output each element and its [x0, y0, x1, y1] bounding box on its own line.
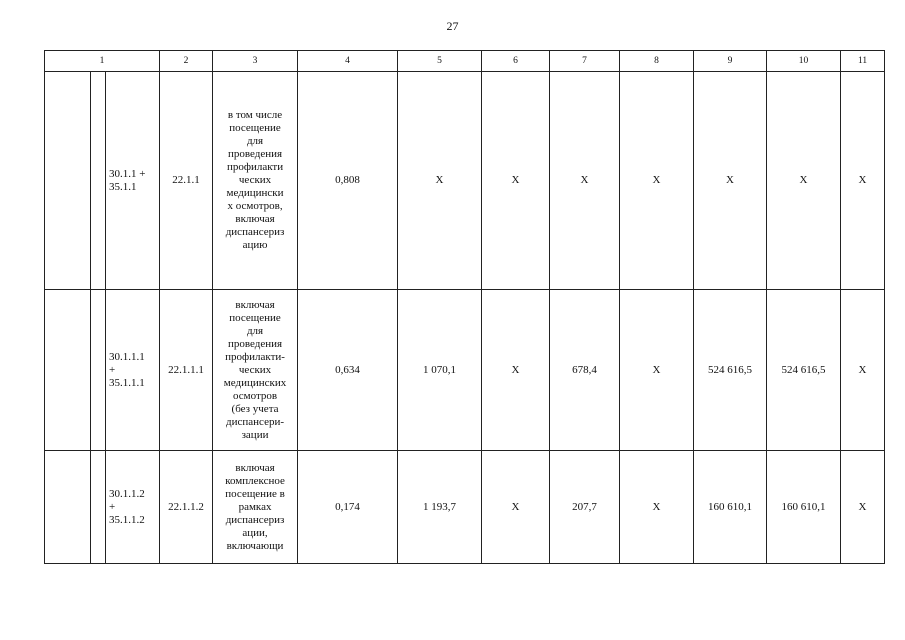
header-cell-col4: 4	[298, 51, 398, 72]
value-cell-col11: X	[841, 290, 885, 451]
header-cell-col8: 8	[620, 51, 694, 72]
value-cell-col9: X	[694, 72, 767, 290]
value-cell-col5: 1 070,1	[398, 290, 482, 451]
description-cell	[213, 72, 298, 290]
code-cell	[106, 451, 160, 564]
value-cell-col4: 0,634	[298, 290, 398, 451]
table-header-row	[45, 51, 885, 72]
header-cell-col1: 1	[45, 51, 160, 72]
empty-cell	[91, 290, 106, 451]
value-cell-col5: X	[398, 72, 482, 290]
value-cell-col9: 160 610,1	[694, 451, 767, 564]
code-text: 30.1.1.1 + 35.1.1.1	[109, 350, 145, 389]
value-cell-col8: X	[620, 72, 694, 290]
value-cell-col4: 0,174	[298, 451, 398, 564]
header-cell-col2: 2	[160, 51, 213, 72]
code2-cell: 22.1.1.1	[160, 290, 213, 451]
description-cell	[213, 451, 298, 564]
value-cell-col8: X	[620, 290, 694, 451]
value-cell-col6: X	[482, 451, 550, 564]
table-row	[45, 290, 885, 451]
page-number: 27	[446, 19, 459, 33]
code-cell	[106, 290, 160, 451]
description-text: включая комплексное посещение в рамках диспансериз ации, включающи	[225, 461, 285, 552]
description-cell	[213, 290, 298, 451]
description-text: включая посещение для проведения профилакти- ческих медицинских осмотров (без учета диспансери- зации	[223, 298, 287, 441]
value-cell-col7: 678,4	[550, 290, 620, 451]
header-cell-col7: 7	[550, 51, 620, 72]
value-cell-col10: X	[767, 72, 841, 290]
value-cell-col4: 0,808	[298, 72, 398, 290]
table-row	[45, 451, 885, 564]
value-cell-col7: 207,7	[550, 451, 620, 564]
value-cell-col11: X	[841, 451, 885, 564]
code2-cell: 22.1.1	[160, 72, 213, 290]
value-cell-col8: X	[620, 451, 694, 564]
value-cell-col10: 160 610,1	[767, 451, 841, 564]
empty-cell	[45, 290, 91, 451]
code-text: 30.1.1.2 + 35.1.1.2	[109, 487, 145, 526]
value-cell-col7: X	[550, 72, 620, 290]
header-cell-col3: 3	[213, 51, 298, 72]
data-table	[44, 50, 885, 564]
value-cell-col5: 1 193,7	[398, 451, 482, 564]
empty-cell	[45, 451, 91, 564]
value-cell-col10: 524 616,5	[767, 290, 841, 451]
value-cell-col11: X	[841, 72, 885, 290]
header-cell-col11: 11	[841, 51, 885, 72]
code-text: 30.1.1 + 35.1.1	[109, 167, 146, 193]
empty-cell	[91, 72, 106, 290]
header-cell-col6: 6	[482, 51, 550, 72]
header-cell-col5: 5	[398, 51, 482, 72]
value-cell-col9: 524 616,5	[694, 290, 767, 451]
code-cell	[106, 72, 160, 290]
value-cell-col6: X	[482, 290, 550, 451]
empty-cell	[45, 72, 91, 290]
header-cell-col10: 10	[767, 51, 841, 72]
table-row	[45, 72, 885, 290]
code2-cell: 22.1.1.2	[160, 451, 213, 564]
value-cell-col6: X	[482, 72, 550, 290]
description-text: в том числе посещение для проведения профилакти ческих медицински х осмотров, включая диспансериз ацию	[225, 109, 285, 251]
header-cell-col9: 9	[694, 51, 767, 72]
empty-cell	[91, 451, 106, 564]
